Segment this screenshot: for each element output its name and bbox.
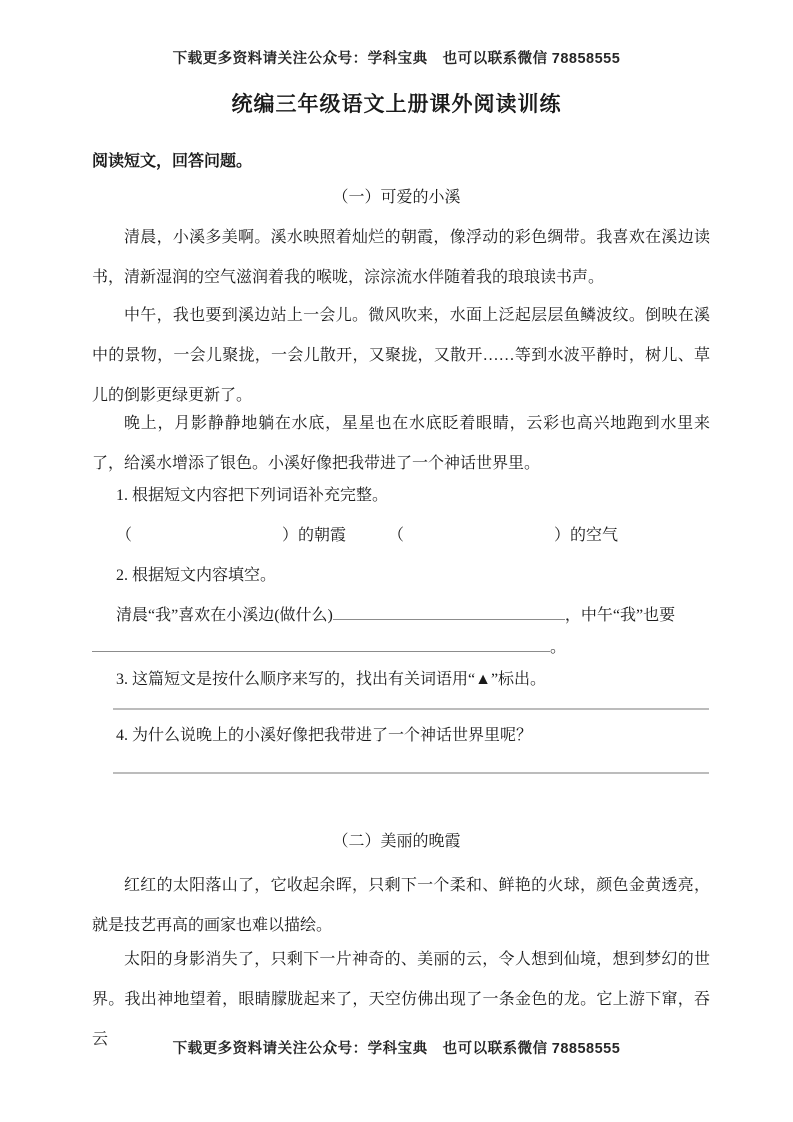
q1-item2-paren-close: ）的空气	[554, 527, 619, 544]
section2-heading: （二）美丽的晚霞	[332, 833, 461, 850]
footer-note	[0, 1037, 793, 1058]
question2-label: 2. 根据短文内容填空。	[116, 567, 277, 584]
answer-rule-line-1	[113, 708, 709, 710]
section2-paragraph-1: 红红的太阳落山了，它收起余晖，只剩下一个柔和、鲜艳的火球，颜色金黄透亮，就是技艺再高的画家也难以描绘。	[92, 877, 710, 934]
q2-line1-pre: 清晨“我”喜欢在小溪边(做什么)	[116, 607, 333, 624]
q1-item1-paren-close: ）的朝霞	[282, 527, 347, 544]
q1-item1-paren-open: （	[116, 527, 133, 544]
footer-note-text: 下载更多资料请关注公众号：学科宝典 也可以联系微信	[172, 1041, 548, 1057]
q1-gap	[346, 539, 388, 540]
section1-paragraph-2: 中午，我也要到溪边站上一会儿。微风吹来，水面上泛起层层鱼鳞波纹。倒映在溪中的景物，一会儿聚拢，一会儿散开，又聚拢，又散开……等到水波平静时，树儿、草儿的倒影更绿更新了。	[92, 307, 710, 404]
q1-blank-2	[404, 539, 554, 540]
q1-blank-1	[132, 539, 282, 540]
section1-paragraph-1: 清晨，小溪多美啊。溪水映照着灿烂的朝霞，像浮动的彩色绸带。我喜欢在溪边读书，清新湿润的空气滋润着我的喉咙，淙淙流水伴随着我的琅琅读书声。	[92, 229, 710, 286]
instruction-text: 阅读短文，回答问题。	[92, 153, 253, 170]
question1-label: 1. 根据短文内容把下列词语补充完整。	[116, 487, 389, 504]
page-title: 统编三年级语文上册课外阅读训练	[231, 92, 562, 116]
q2-answer-blank-2	[92, 637, 550, 652]
header-note-text: 下载更多资料请关注公众号：学科宝典 也可以联系微信	[172, 51, 548, 67]
question4-label: 4. 为什么说晚上的小溪好像把我带进了一个神话世界里呢？	[116, 727, 533, 744]
q2-line2-end: 。	[550, 639, 567, 656]
question3-label: 3. 这篇短文是按什么顺序来写的，找出有关词语用“▲”标出。	[116, 671, 547, 688]
header-note	[0, 47, 793, 68]
q2-answer-blank-1	[333, 605, 565, 620]
section2-paragraph-2: 太阳的身影消失了，只剩下一片神奇的、美丽的云，令人想到仙境，想到梦幻的世界。我出神地望着，眼睛朦胧起来了，天空仿佛出现了一条金色的龙。它上游下窜，吞云	[92, 951, 710, 1048]
q1-item2-paren-open: （	[388, 527, 405, 544]
footer-note-number: 78858555	[551, 1041, 621, 1057]
header-note-number: 78858555	[551, 51, 621, 67]
section1-paragraph-3: 晚上，月影静静地躺在水底，星星也在水底眨着眼睛，云彩也高兴地跑到水里来了，给溪水增添了银色。小溪好像把我带进了一个神话世界里。	[92, 415, 710, 472]
question1-answer-line	[92, 516, 710, 556]
q2-line1-post: ，中午“我”也要	[564, 607, 676, 624]
answer-rule-line-2	[113, 772, 709, 774]
section1-heading: （一）可爱的小溪	[332, 189, 461, 206]
